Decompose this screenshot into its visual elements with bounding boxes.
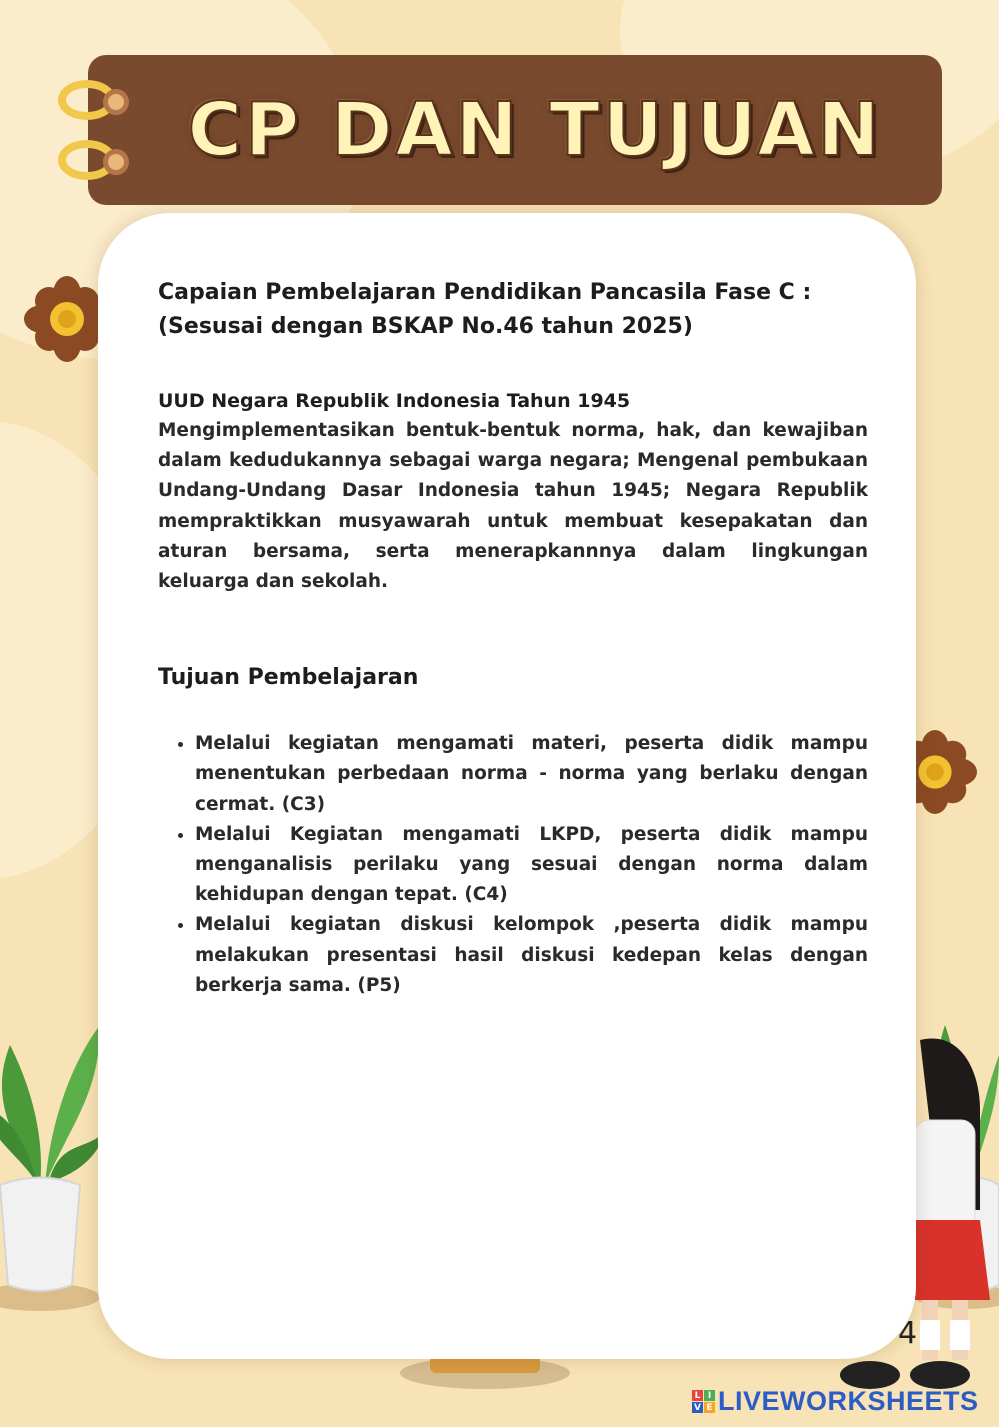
page-title: CP DAN TUJUAN (187, 87, 883, 173)
cp-heading-line1: Capaian Pembelajaran Pendidikan Pancasila Fase C : (158, 280, 812, 305)
content-body (158, 276, 868, 1001)
watermark-brand-text: LIVEWORKSHEETS (718, 1386, 979, 1416)
cp-heading-line2: (Sesusai dengan BSKAP No.46 tahun 2025) (158, 314, 693, 339)
page-number: 4 (898, 1316, 918, 1351)
tujuan-heading: Tujuan Pembelajaran (158, 665, 419, 691)
binder-hole-icon (103, 149, 129, 175)
logo-letter: I (704, 1390, 715, 1401)
logo-letter: E (704, 1402, 715, 1413)
binder-hole-icon (103, 89, 129, 115)
liveworksheets-watermark[interactable] (692, 1386, 979, 1417)
tujuan-list-item: • Melalui kegiatan diskusi kelompok ,peserta didik mampu melakukan presentasi hasil diskusi kedepan kelas dengan berkerja sama. (P5) (195, 910, 868, 1001)
cp-paragraph: Mengimplementasikan bentuk-bentuk norma, hak, dan kewajiban dalam kedudukannya sebagai warga negara; Mengenal pembukaan Undang-Undang Dasar Indonesia tahun 1945; Negara Republik mempraktikkan musyawarah untuk membuat kesepakatan dan aturan bersama, serta menerapkannnya dalam lingkungan keluarga dan sekolah. (158, 420, 868, 593)
header-banner (88, 55, 942, 205)
cp-section-label: UUD Negara Republik Indonesia Tahun 1945 (158, 390, 631, 412)
tujuan-list-item: • Melalui kegiatan mengamati materi, peserta didik mampu menentukan perbedaan norma - norma yang berlaku dengan cermat. (C3) (195, 729, 868, 820)
tujuan-list (158, 729, 868, 1001)
logo-letter: V (692, 1402, 703, 1413)
tujuan-list-item: • Melalui Kegiatan mengamati LKPD, peserta didik mampu menganalisis perilaku yang sesuai dengan norma dalam kehidupan dengan tepat. (C4) (195, 820, 868, 911)
plant-left-illustration (0, 985, 110, 1315)
logo-letter: L (692, 1390, 703, 1401)
liveworksheets-logo-icon (692, 1390, 715, 1413)
cp-heading (158, 276, 868, 344)
